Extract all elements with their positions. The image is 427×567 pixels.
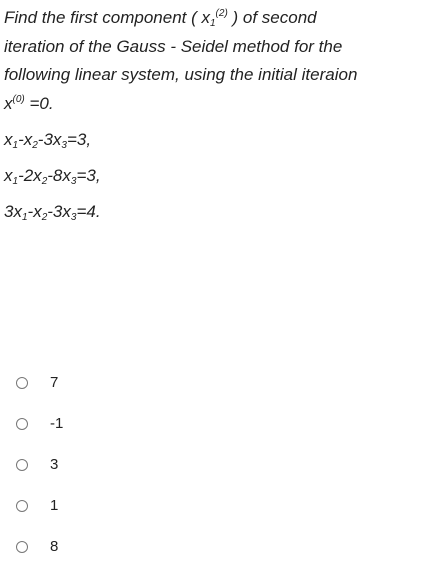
option-1[interactable] [14,485,63,526]
equation-1 [4,128,101,164]
question-line-1-text: Find the first component ( x [4,8,210,27]
linear-system [4,128,101,236]
subscript: 1 [209,18,216,29]
subscript: 3 [61,140,67,151]
term: -2x [18,166,42,185]
question-line-3: following linear system, using the initial iteraion [4,65,358,84]
radio-button[interactable] [16,459,28,471]
subscript: 2 [32,140,38,151]
option-label: 7 [50,374,59,391]
option-label: 8 [50,538,59,555]
option-7[interactable] [14,362,63,403]
term: =4. [76,202,101,221]
term: x [4,166,13,185]
option-3[interactable] [14,444,63,485]
subscript: 1 [21,212,28,223]
subscript: 3 [70,212,77,223]
question-line-1 [4,4,419,33]
option-label: 3 [50,456,59,473]
superscript: (2) [215,8,228,19]
equation-2 [4,164,101,200]
radio-button[interactable] [16,418,28,430]
option-minus-1[interactable] [14,403,63,444]
option-8[interactable] [14,526,63,567]
option-label: -1 [50,415,64,432]
subscript: 2 [41,176,48,187]
term: -3x [37,130,62,149]
term: -3x [47,202,71,221]
superscript: (0) [12,93,25,105]
question-line-1-end: ) of second [227,8,317,27]
radio-button[interactable] [16,377,28,389]
answer-options [14,362,63,567]
term: =3, [76,166,101,185]
question-line-4 [4,90,419,119]
radio-button[interactable] [16,500,28,512]
subscript: 1 [12,140,19,151]
question-text [4,4,419,118]
initial-value: =0. [24,93,54,113]
term: x [4,130,13,149]
term: -8x [47,166,71,185]
radio-button[interactable] [16,541,28,553]
term: -x [27,202,42,221]
term: -x [18,130,33,149]
term: 3x [4,202,22,221]
subscript: 3 [70,176,77,187]
question-line-2: iteration of the Gauss - Seidel method for the [4,36,343,56]
subscript: 1 [12,176,19,187]
initial-variable: x [4,93,13,113]
term: =3, [66,130,92,149]
equation-3 [4,200,101,236]
option-label: 1 [50,497,59,514]
subscript: 2 [41,212,48,223]
